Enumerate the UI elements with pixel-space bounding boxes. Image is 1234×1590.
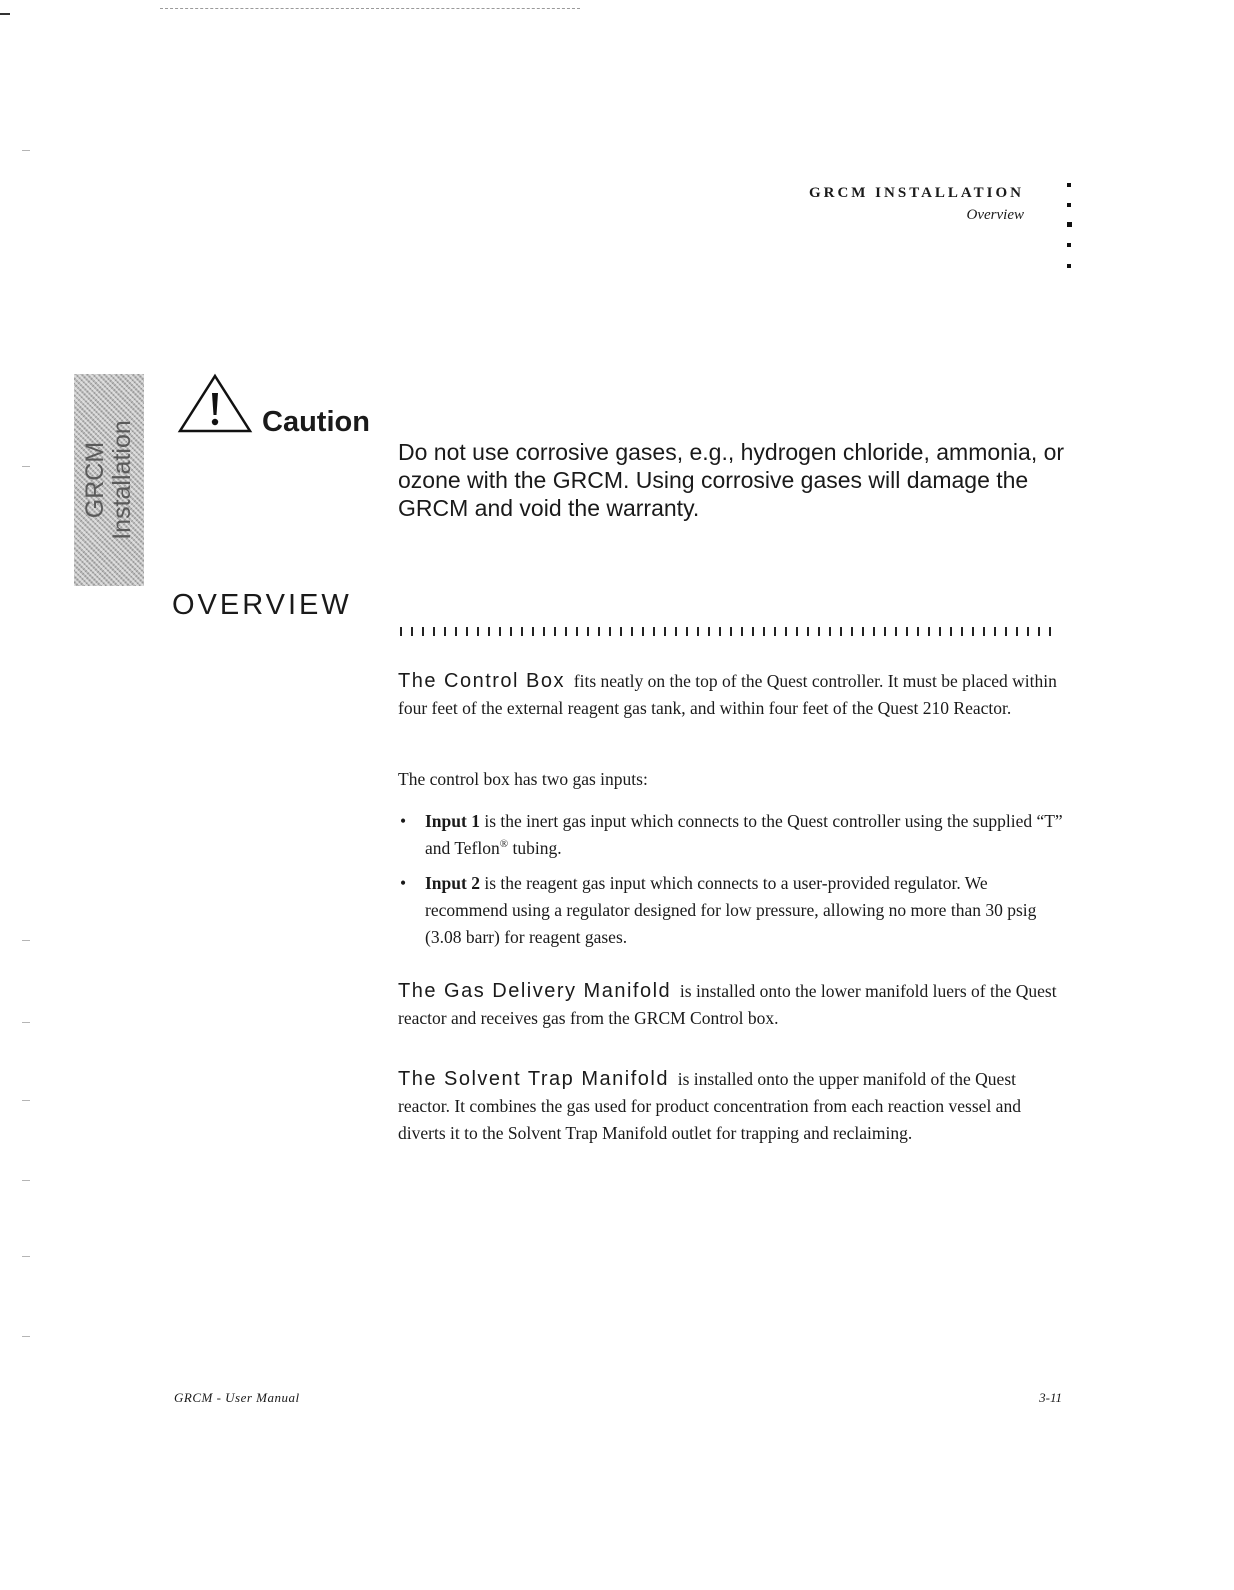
input-description: is the inert gas input which connects to the Quest controller using the supplied “T” and Teflon <box>425 811 1063 858</box>
paragraph-text: is installed onto the upper manifold of the Quest reactor. It combines the gas used for product concentration from each reaction vessel and diverts it to the Solvent Trap Manifold outlet for trapping and reclaiming. <box>398 1069 1021 1143</box>
paragraph-text: is installed onto the lower manifold luers of the Quest reactor and receives gas from the GRCM Control box. <box>398 981 1057 1028</box>
scan-edge-mark <box>22 1256 30 1257</box>
paragraph-lead: The Control Box <box>398 670 566 692</box>
section-title: GRCM INSTALLATION <box>808 185 1024 201</box>
bullet-mark: • <box>400 811 407 831</box>
running-head <box>809 182 1024 226</box>
warning-triangle-icon <box>177 373 253 435</box>
control-box-paragraph <box>398 668 1058 722</box>
subsection-title: Overview <box>966 207 1024 223</box>
paragraph-lead: The Gas Delivery Manifold <box>398 980 672 1002</box>
scan-edge-mark <box>22 150 30 151</box>
chapter-tab-line-2: Installation <box>108 420 136 540</box>
scan-edge-mark <box>22 466 30 467</box>
chapter-tab-line-1: GRCM <box>81 441 109 519</box>
gas-delivery-paragraph <box>398 978 1058 1032</box>
page-number: 3-11 <box>1039 1390 1062 1405</box>
footer-manual-title: GRCM - User Manual <box>174 1390 300 1405</box>
paragraph-text: fits neatly on the top of the Quest controller. It must be placed within four feet of the external reagent gas tank, and within four feet of the Quest 210 Reactor. <box>398 671 1057 718</box>
section-heading: OVERVIEW <box>172 589 352 621</box>
margin-dot <box>1067 264 1071 268</box>
scan-edge-mark <box>22 1336 30 1337</box>
chapter-tab-label <box>82 420 136 540</box>
section-divider <box>400 627 1060 636</box>
scan-top-line <box>160 8 580 9</box>
scan-edge-mark <box>22 1180 30 1181</box>
list-item <box>398 870 1065 951</box>
caution-text: Do not use corrosive gases, e.g., hydrogen chloride, ammonia, or ozone with the GRCM. Using corrosive gases will damage the GRCM and void the warranty. <box>398 439 1065 521</box>
inputs-intro: The control box has two gas inputs: <box>398 769 648 789</box>
margin-dot <box>1067 183 1071 187</box>
scan-corner-mark <box>0 13 10 15</box>
margin-dot <box>1067 243 1071 247</box>
scan-edge-mark <box>22 1100 30 1101</box>
caution-label: Caution <box>262 406 370 438</box>
paragraph-lead: The Solvent Trap Manifold <box>398 1068 669 1090</box>
scan-edge-mark <box>22 1022 30 1023</box>
input-term: Input 2 <box>425 873 480 893</box>
list-item <box>398 808 1065 862</box>
input-description-end: tubing. <box>508 838 562 858</box>
chapter-tab <box>74 374 144 586</box>
margin-dot <box>1067 203 1071 207</box>
scan-edge-mark <box>22 940 30 941</box>
bullet-mark: • <box>400 873 407 893</box>
registered-mark: ® <box>499 838 509 851</box>
input-term: Input 1 <box>425 811 480 831</box>
input-description: is the reagent gas input which connects to a user-provided regulator. We recommend using a regulator designed for low pressure, allowing no more than 30 psig (3.08 barr) for reagent gases. <box>425 873 1037 947</box>
solvent-trap-paragraph <box>398 1066 1058 1147</box>
margin-dot <box>1067 222 1072 227</box>
